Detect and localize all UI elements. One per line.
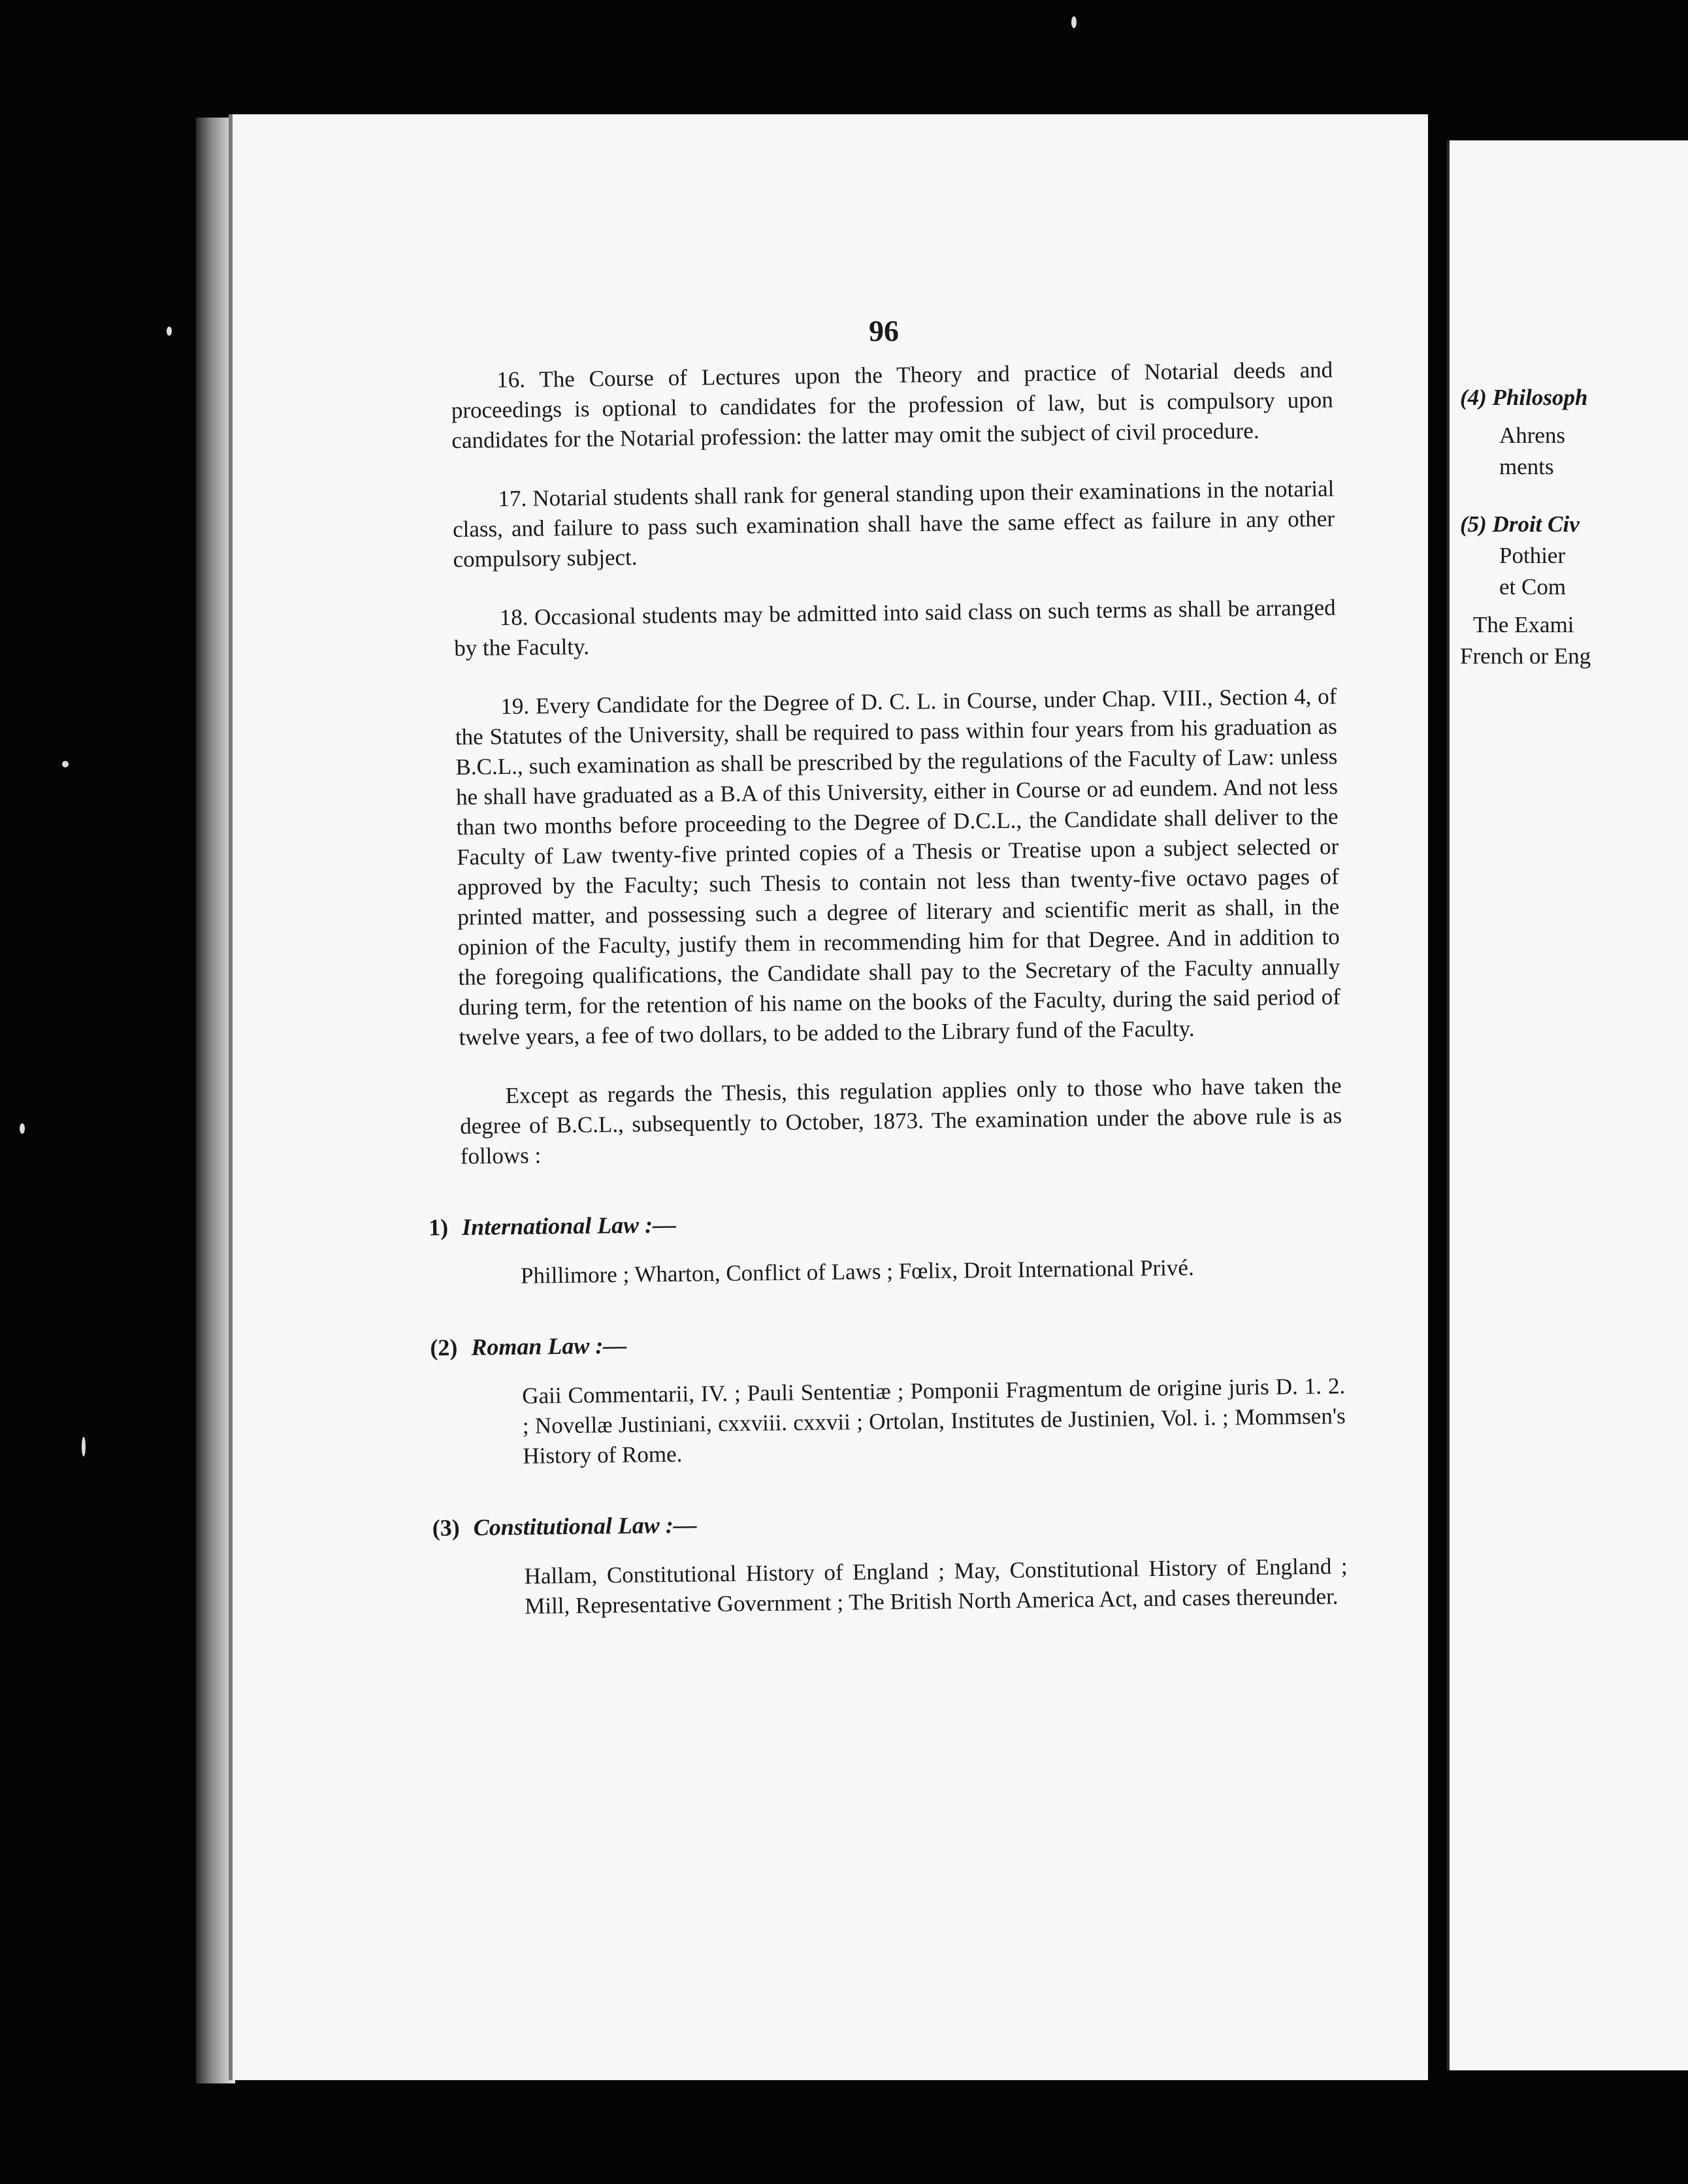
subject-text-constitutional: Hallam, Constitutional History of England ; May, Constitutional History of England ; Mill, Representative Government ; The British North America Act, and cases thereunder. <box>524 1553 1348 1619</box>
right-row: et Com <box>1499 574 1566 600</box>
subject-number: 1) <box>428 1214 449 1241</box>
dust-speck <box>167 327 172 336</box>
subject-text-international: Phillimore ; Wharton, Conflict of Laws ; Fœlix, Droit International Privé. <box>520 1255 1194 1289</box>
right-row: French or Eng <box>1460 643 1591 669</box>
subject-title: Roman Law :— <box>471 1332 627 1360</box>
dust-speck <box>1071 16 1077 28</box>
right-row: Pothier <box>1499 543 1566 568</box>
paragraph-16: 16. The Course of Lectures upon the Theory and practice of Notarial deeds and proceedings is optional to candidates for the profession of law, but is compulsory upon candidates for the Notarial profession: the latter may omit the subject of civil procedure. <box>451 357 1333 453</box>
paragraph-17: 17. Notarial students shall rank for general standing upon their examinations in the notarial class, and failure to pass such examination shall have the same effect as failure in any other compulsory subject. <box>452 475 1335 572</box>
subject-title: International Law :— <box>461 1211 677 1240</box>
paragraph-18: 18. Occasional students may be admitted into said class on such terms as shall be arranged by the Faculty. <box>454 594 1336 661</box>
left-page-body <box>428 355 1348 1648</box>
right-page-text <box>1460 382 1688 672</box>
paragraph-19: 19. Every Candidate for the Degree of D. C. L. in Course, under Chap. VIII., Section 4, of the Statutes of the University, shall be required to pass within four years from his graduation as B.C.L., such examination as shall be prescribed by the regulations of the Faculty of Law: unless he shall have graduated as a B.A of this University, either in Course or ad eundem. And not less than two months before proceeding to the Degree of D.C.L., the Candidate shall deliver to the Faculty of Law twenty-five printed copies of a Thesis or Treatise upon a subject selected or approved by the Faculty; such Thesis to contain not less than twenty-five octavo pages of printed matter, and possessing such a degree of literary and scientific merit as shall, in the opinion of the Faculty, justify them in recommending him for that Degree. And in addition to the foregoing qualifications, the Candidate shall pay to the Secretary of the Faculty annually during term, for the retention of his name on the books of the Faculty, during the said period of twelve years, a fee of two dollars, to be added to the Library fund of the Faculty. <box>455 683 1341 1050</box>
subject-text-roman: Gaii Commentarii, IV. ; Pauli Sententiæ ; Pomponii Fragmentum de origine juris D. 1. 2. ; Novellæ Justiniani, cxxviii. cxxvii ; Ortolan, Institutes de Justinien, Vol. i. ; Mommsen's History of Rome. <box>522 1373 1346 1469</box>
dust-speck <box>62 761 69 767</box>
dust-speck <box>82 1437 86 1456</box>
subject-heading-roman <box>430 1321 1344 1362</box>
subject-number: (2) <box>430 1334 458 1361</box>
right-row: The Exami <box>1473 612 1574 637</box>
right-row: (5) Droit Civ <box>1460 511 1580 537</box>
right-row: Ahrens <box>1499 423 1566 448</box>
paragraph-except: Except as regards the Thesis, this regulation applies only to those who have taken the degree of B.C.L., subsequently to October, 1873. The examination under the above rule is as follows : <box>459 1072 1342 1169</box>
dust-speck <box>20 1123 25 1134</box>
page-number: 96 <box>869 314 899 347</box>
subject-title: Constitutional Law :— <box>473 1511 698 1541</box>
subject-number: (3) <box>432 1514 460 1541</box>
subject-heading-international <box>429 1201 1343 1242</box>
right-row: ments <box>1499 454 1554 479</box>
right-row: (4) Philosoph <box>1460 385 1588 410</box>
subject-heading-constitutional <box>432 1502 1346 1543</box>
